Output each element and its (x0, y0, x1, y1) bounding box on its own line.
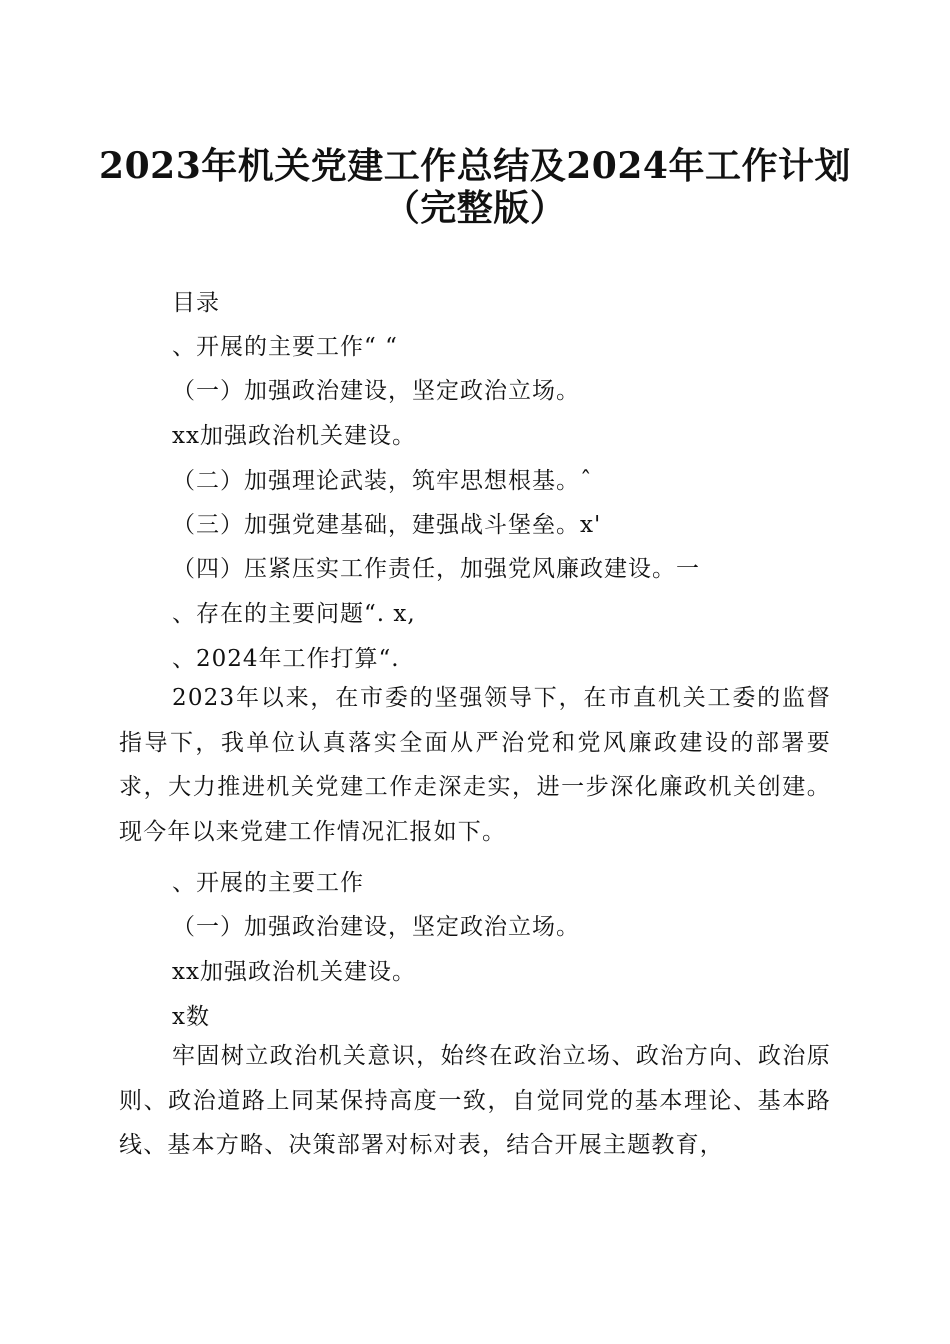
intro-paragraph: 2023年以来，在市委的坚强领导下，在市直机关工委的监督指导下，我单位认真落实全面从严治党和党风廉政建设的部署要求，大力推进机关党建工作走深走实，进一步深化廉政机关创建。现今年以来党建工作情况汇报如下。 (119, 685, 831, 845)
toc-item: 、开展的主要工作“ “ (172, 334, 398, 360)
document-title: 2023年机关党建工作总结及2024年工作计划 (99, 145, 851, 187)
toc-heading: 目录 (172, 290, 220, 316)
item-heading: x数 (172, 1004, 210, 1030)
toc-item: （二）加强理论武装，筑牢思想根基。ˆ (172, 468, 593, 494)
toc-item: （三）加强党建基础，建强战斗堡垒。x' (172, 512, 602, 538)
section-heading: 、开展的主要工作 (172, 870, 364, 896)
item-heading: xx加强政治机关建设。 (172, 959, 416, 985)
toc-item: xx加强政治机关建设。 (172, 423, 416, 449)
body-paragraph: 牢固树立政治机关意识，始终在政治立场、政治方向、政治原则、政治道路上同某保持高度一致，自觉同党的基本理论、基本路线、基本方略、决策部署对标对表，结合开展主题教育， (119, 1043, 831, 1158)
toc-item: （一）加强政治建设，坚定政治立场。 (172, 378, 580, 404)
toc-item: 、2024年工作打算“. (172, 646, 400, 672)
toc-item: （四）压紧压实工作责任，加强党风廉政建设。一 (172, 556, 700, 582)
document-title-suffix: （完整版） (383, 187, 567, 229)
toc-item: 、存在的主要问题“. x, (172, 601, 416, 627)
subsection-heading: （一）加强政治建设，坚定政治立场。 (172, 914, 580, 940)
